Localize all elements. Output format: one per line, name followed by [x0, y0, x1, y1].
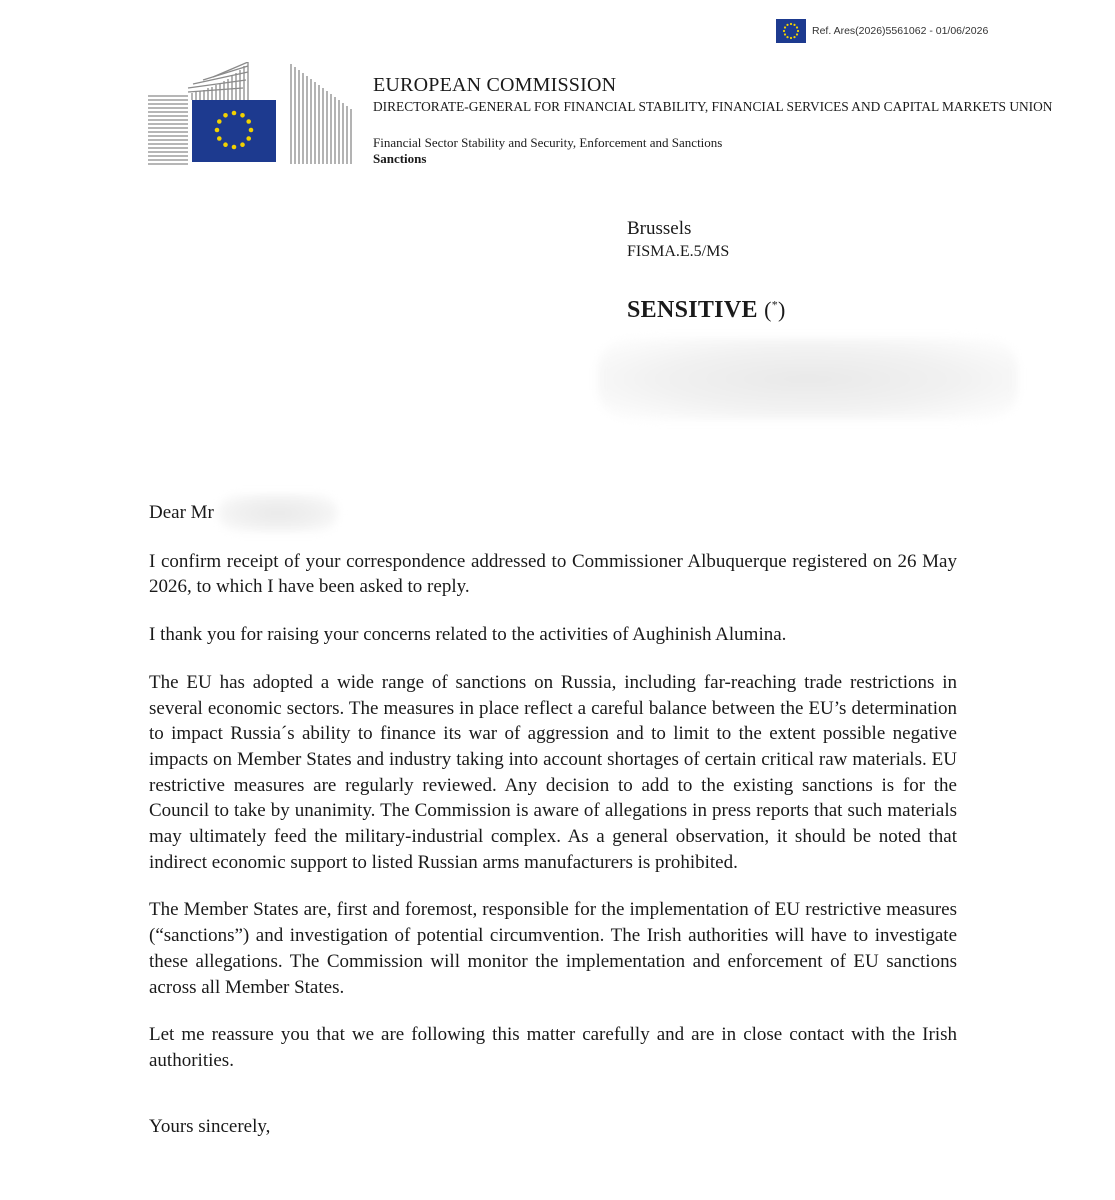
file-reference: FISMA.E.5/MS — [627, 243, 730, 260]
institution-name: EUROPEAN COMMISSION — [373, 74, 617, 96]
classification-marking — [627, 297, 786, 324]
european-commission-logo — [148, 62, 353, 167]
paragraph-thanks: I thank you for raising your concerns related to the activities of Aughinish Alumina. — [149, 624, 787, 646]
reference-stamp — [776, 19, 988, 43]
classification-footnote-mark: (*) — [764, 297, 786, 322]
salutation: Dear Mr — [149, 502, 214, 523]
place-reference-block — [627, 217, 729, 263]
directorate-general-name: DIRECTORATE-GENERAL FOR FINANCIAL STABILITY, FINANCIAL SERVICES AND CAPITAL MARKETS UNION — [373, 99, 1053, 114]
paragraph-receipt: I confirm receipt of your correspondence addressed to Commissioner Albuquerque registered on 26 May 2026, to which I have been asked to reply. — [149, 550, 957, 598]
reference-number: Ref. Ares(2026)5561062 - 01/06/2026 — [812, 25, 989, 37]
redacted-address-block — [598, 338, 1018, 420]
place: Brussels — [627, 218, 692, 239]
unit-name: Sanctions — [373, 151, 427, 166]
directorate-name: Financial Sector Stability and Security, Enforcement and Sanctions — [373, 135, 723, 150]
letterhead — [373, 74, 1053, 167]
letter-body — [149, 500, 957, 1161]
paragraph-sanctions: The EU has adopted a wide range of sanctions on Russia, including far-reaching trade restrictions in several economic sectors. The measures in place reflect a careful balance between the EU’s determination to impact Russia´s ability to finance its war of aggression and to limit to the extent possible negative impacts on Member States and industry taking into account shortages of certain critical raw materials. EU restrictive measures are regularly reviewed. Any decision to add to the existing sanctions is for the Council to take by unanimity. The Commission is aware of allegations in press reports that such materials may ultimately feed the military-industrial complex. As a general observation, it should be noted that indirect economic support to listed Russian arms manufacturers is prohibited. — [149, 671, 957, 873]
closing: Yours sincerely, — [149, 1115, 271, 1137]
eu-flag-icon — [776, 19, 806, 43]
paragraph-member-states: The Member States are, first and foremost, responsible for the implementation of EU restrictive measures (“sanctions”) and investigation of potential circumvention. The Irish authorities will have to investigate these allegations. The Commission will monitor the implementation and enforcement of EU sanctions across all Member States. — [149, 899, 957, 998]
classification-label: SENSITIVE — [627, 297, 758, 323]
paragraph-reassurance: Let me reassure you that we are following this matter carefully and are in close contact with the Irish authorities. — [149, 1024, 957, 1071]
